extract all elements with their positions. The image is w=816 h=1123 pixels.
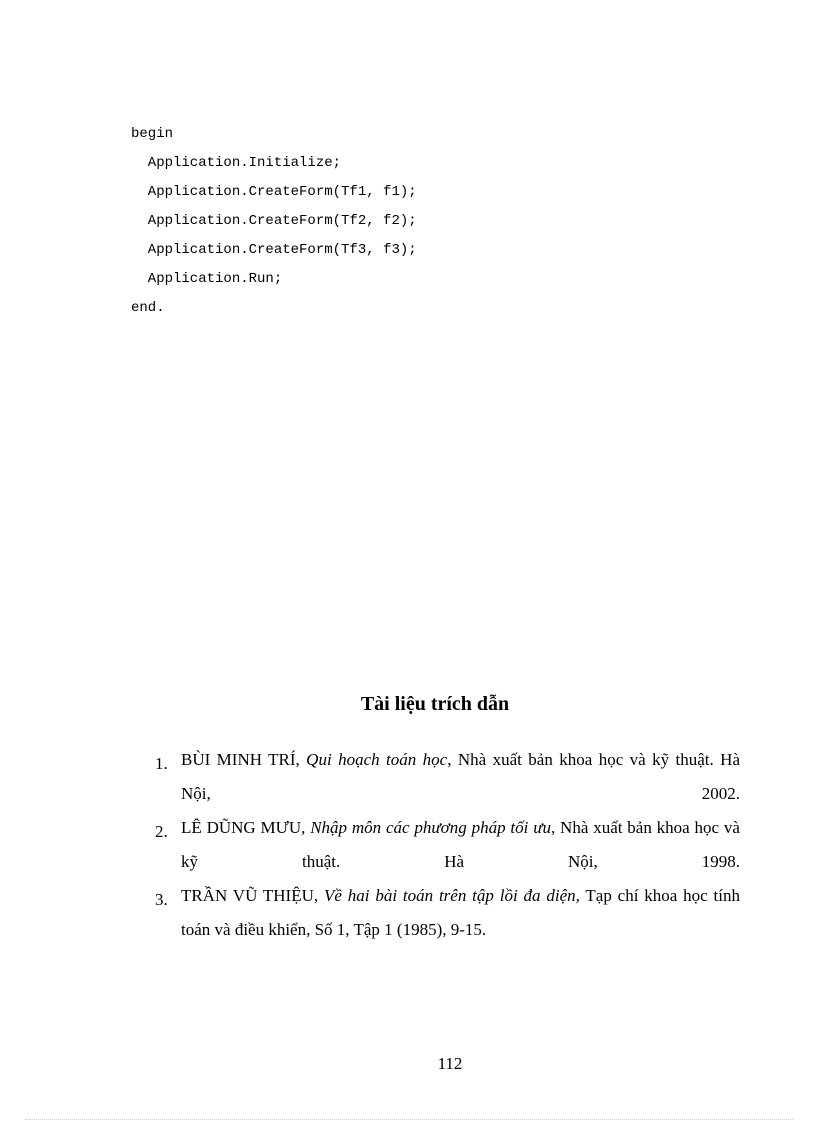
- code-block: [131, 120, 417, 323]
- code-line: Application.Run;: [131, 271, 283, 287]
- reference-item: [155, 743, 740, 811]
- page-number: 112: [437, 1054, 463, 1073]
- reference-item: [155, 811, 740, 879]
- reference-author: TRẦN VŨ THIỆU,: [181, 886, 324, 905]
- code-line: Application.CreateForm(Tf1, f1);: [131, 184, 417, 200]
- reference-author: BÙI MINH TRÍ,: [181, 750, 307, 769]
- reference-number: 2.: [155, 822, 168, 841]
- reference-number: 1.: [155, 754, 168, 773]
- references-list: [155, 743, 740, 947]
- reference-details: Tạp chí khoa học tính toán và điều khiển, Số 1, Tập 1 (1985), 9-15.: [181, 886, 741, 939]
- code-line: begin: [131, 126, 174, 142]
- footer-divider: [25, 1119, 793, 1120]
- code-line: Application.CreateForm(Tf2, f2);: [131, 213, 417, 229]
- reference-number: 3.: [155, 890, 168, 909]
- code-line: Application.Initialize;: [131, 155, 342, 171]
- reference-title: Về hai bài toán trên tập lồi đa diện,: [323, 886, 580, 905]
- code-line: end.: [131, 300, 165, 316]
- references-heading: Tài liệu trích dẫn: [360, 693, 510, 715]
- reference-author: LÊ DŨNG MƯU,: [181, 818, 311, 837]
- reference-details: , Nhà xuất bản khoa học và kỹ thuật. Hà Nội, 1998.: [181, 818, 740, 871]
- code-line: Application.CreateForm(Tf3, f3);: [131, 242, 417, 258]
- reference-title: Nhập môn các phương pháp tối ưu: [310, 818, 551, 837]
- reference-item: [155, 879, 740, 947]
- reference-details: , Nhà xuất bản khoa học và kỹ thuật. Hà Nội, 2002.: [181, 750, 740, 803]
- reference-title: Qui hoạch toán học: [306, 750, 448, 769]
